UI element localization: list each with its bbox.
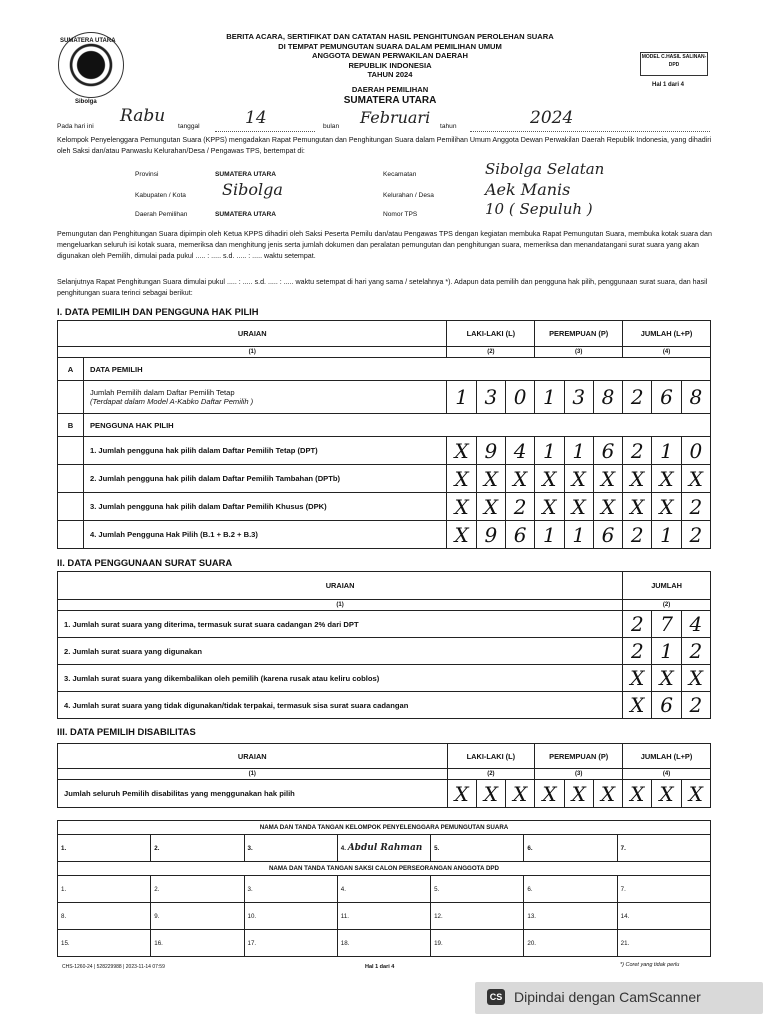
digit-cell: X: [447, 437, 476, 465]
logo-top-text: SUMATERA UTARA: [60, 38, 116, 44]
s3-num-1: (1): [58, 769, 448, 780]
digit-cell: 6: [652, 381, 681, 414]
digit-cell: 9: [476, 437, 505, 465]
s1-a-row-label: [83, 381, 447, 414]
s3-col-laki: LAKI-LAKI (L): [447, 744, 535, 769]
provinsi-label: Provinsi: [135, 171, 159, 178]
document-header: [160, 32, 620, 107]
s3-col-perempuan: PEREMPUAN (P): [535, 744, 623, 769]
s3-num-3: (3): [535, 769, 623, 780]
digit-cell: X: [447, 521, 476, 549]
section1-title: I. DATA PEMILIH DAN PENGGUNA HAK PILIH: [57, 306, 259, 317]
signature-mark: Abdul Rahman: [347, 843, 423, 853]
s2-col-jumlah: JUMLAH: [623, 572, 711, 600]
s1-col-uraian: URAIAN: [58, 321, 447, 347]
digit-cell: X: [506, 465, 535, 493]
saksi-slot: 1.: [58, 876, 151, 903]
saksi-slot: 20.: [524, 930, 617, 957]
digit-cell: 2: [681, 692, 710, 719]
s2-row1-label: 1. Jumlah surat suara yang diterima, termasuk surat suara cadangan 2% dari DPT: [58, 611, 623, 638]
digit-cell: X: [476, 493, 505, 521]
digit-cell: 0: [506, 381, 535, 414]
digit-cell: X: [447, 780, 476, 808]
kelurahan-value: Aek Manis: [485, 180, 571, 199]
s1-num-2: (2): [447, 347, 535, 358]
saksi-slot: 14.: [617, 903, 710, 930]
dapil-label: Daerah Pemilihan: [135, 211, 188, 218]
footer-page: Hal 1 dari 4: [365, 964, 395, 970]
saksi-slot: 18.: [337, 930, 430, 957]
digit-cell: 1: [652, 638, 681, 665]
region-name: SUMATERA UTARA: [343, 94, 437, 106]
digit-cell: X: [623, 465, 652, 493]
digit-cell: 3: [564, 381, 593, 414]
region-label: DAERAH PEMILIHAN: [351, 84, 429, 94]
kpps-slot: 6.: [524, 835, 617, 862]
kpps-title: NAMA DAN TANDA TANGAN KELOMPOK PENYELENGGARA PEMUNGUTAN SUARA: [58, 821, 711, 835]
digit-cell: X: [681, 465, 710, 493]
digit-cell: 4: [506, 437, 535, 465]
kpps-slot: 7.: [617, 835, 710, 862]
digit-cell: 2: [681, 638, 710, 665]
digit-cell: 2: [623, 611, 652, 638]
digit-cell: 8: [593, 381, 622, 414]
digit-cell: X: [535, 493, 564, 521]
digit-cell: 4: [681, 611, 710, 638]
kabupaten-value: Sibolga: [222, 180, 283, 199]
s2-col-uraian: URAIAN: [58, 572, 623, 600]
header-line-5: TAHUN 2024: [367, 70, 413, 80]
digit-cell: X: [623, 692, 652, 719]
s2-row2-label: 2. Jumlah surat suara yang digunakan: [58, 638, 623, 665]
s2-num-2: (2): [623, 600, 711, 611]
saksi-slot: 3.: [244, 876, 337, 903]
s3-num-4: (4): [623, 769, 711, 780]
digit-cell: 2: [681, 521, 710, 549]
logo-bottom-text: Sibolga: [75, 99, 97, 105]
s1-b-label: B: [58, 414, 84, 437]
date-prefix: Pada hari ini: [57, 123, 94, 130]
saksi-slot: 21.: [617, 930, 710, 957]
digit-cell: 8: [681, 381, 710, 414]
date-tanggal-label: tanggal: [178, 123, 200, 130]
digit-cell: 3: [476, 381, 505, 414]
camscanner-icon: CS: [487, 989, 505, 1005]
scanner-text: Dipindai dengan CamScanner: [514, 989, 701, 1005]
kecamatan-value: Sibolga Selatan: [485, 160, 605, 178]
digit-cell: X: [652, 493, 681, 521]
provinsi-value: SUMATERA UTARA: [215, 171, 277, 178]
digit-cell: X: [476, 465, 505, 493]
s1-a-title: DATA PEMILIH: [83, 358, 710, 381]
section2-table: [57, 571, 711, 719]
saksi-slot: 6.: [524, 876, 617, 903]
saksi-slot: 12.: [431, 903, 524, 930]
page-indicator: Hal 1 dari 4: [652, 82, 685, 88]
date-tanggal: 14: [245, 108, 267, 128]
s1-num-4: (4): [623, 347, 711, 358]
saksi-slot: 2.: [151, 876, 244, 903]
s1-b3-label: 3. Jumlah pengguna hak pilih dalam Daftar Pemilih Khusus (DPK): [83, 493, 447, 521]
saksi-slot: 13.: [524, 903, 617, 930]
digit-cell: 6: [593, 437, 622, 465]
digit-cell: X: [564, 493, 593, 521]
s1-b1-label: 1. Jumlah pengguna hak pilih dalam Daftar Pemilih Tetap (DPT): [83, 437, 447, 465]
digit-cell: 2: [506, 493, 535, 521]
kpps-slot: 4. Abdul Rahman: [337, 835, 430, 862]
digit-cell: 1: [652, 521, 681, 549]
digit-cell: X: [564, 465, 593, 493]
digit-cell: 1: [535, 521, 564, 549]
s3-col-uraian: URAIAN: [58, 744, 448, 769]
digit-cell: 6: [652, 692, 681, 719]
digit-cell: 1: [652, 437, 681, 465]
s2-row4-label: 4. Jumlah surat suara yang tidak digunakan/tidak terpakai, termasuk sisa surat suara cadangan: [58, 692, 623, 719]
saksi-slot: 19.: [431, 930, 524, 957]
section1-table: [57, 320, 711, 549]
digit-cell: 6: [506, 521, 535, 549]
tps-value: 10 ( Sepuluh ): [485, 200, 593, 218]
section2-title: II. DATA PENGGUNAAN SURAT SUARA: [57, 557, 233, 568]
s1-b2-label: 2. Jumlah pengguna hak pilih dalam Daftar Pemilih Tambahan (DPTb): [83, 465, 447, 493]
tps-label: Nomor TPS: [383, 211, 418, 218]
s2-row3-label: 3. Jumlah surat suara yang dikembalikan oleh pemilih (karena rusak atau keliru coblos): [58, 665, 623, 692]
kpps-slot: 3.: [244, 835, 337, 862]
digit-cell: X: [681, 665, 710, 692]
header-line-2: DI TEMPAT PEMUNGUTAN SUARA DALAM PEMILIHAN UMUM: [278, 41, 502, 51]
s3-num-2: (2): [447, 769, 535, 780]
section3-title: III. DATA PEMILIH DISABILITAS: [57, 726, 196, 737]
s2-num-1: (1): [58, 600, 623, 611]
digit-cell: 6: [593, 521, 622, 549]
date-day: Rabu: [120, 106, 166, 126]
s1-a-label: A: [58, 358, 84, 381]
digit-cell: 1: [447, 381, 476, 414]
saksi-title: NAMA DAN TANDA TANGAN SAKSI CALON PERSEORANGAN ANGGOTA DPD: [58, 862, 711, 876]
header-line-4: REPUBLIK INDONESIA: [348, 60, 432, 70]
section3-table: [57, 743, 711, 808]
date-bulan: Februari: [360, 108, 431, 127]
digit-cell: X: [681, 780, 710, 808]
model-box: MODEL C.HASIL SALINAN-DPD: [640, 52, 708, 76]
digit-cell: X: [564, 780, 593, 808]
date-bulan-label: bulan: [323, 123, 340, 130]
s1-a-row-line1: Jumlah Pemilih dalam Daftar Pemilih Tetap: [89, 388, 235, 397]
s1-col-jumlah: JUMLAH (L+P): [623, 321, 711, 347]
digit-cell: 2: [681, 493, 710, 521]
digit-cell: 2: [623, 437, 652, 465]
digit-cell: X: [623, 780, 652, 808]
digit-cell: X: [447, 465, 476, 493]
digit-cell: X: [506, 780, 535, 808]
s1-col-perempuan: PEREMPUAN (P): [535, 321, 623, 347]
saksi-slot: 15.: [58, 930, 151, 957]
digit-cell: X: [535, 780, 564, 808]
saksi-slot: 17.: [244, 930, 337, 957]
saksi-slot: 7.: [617, 876, 710, 903]
digit-cell: 1: [564, 521, 593, 549]
kelurahan-label: Kelurahan / Desa: [383, 192, 434, 199]
s1-b-title: PENGGUNA HAK PILIH: [83, 414, 710, 437]
s1-col-laki: LAKI-LAKI (L): [447, 321, 535, 347]
digit-cell: X: [623, 493, 652, 521]
digit-cell: 2: [623, 381, 652, 414]
saksi-slot: 8.: [58, 903, 151, 930]
digit-cell: X: [652, 465, 681, 493]
digit-cell: 2: [623, 638, 652, 665]
dapil-value: SUMATERA UTARA: [215, 211, 277, 218]
s3-row-label: Jumlah seluruh Pemilih disabilitas yang menggunakan hak pilih: [58, 780, 448, 808]
digit-cell: 7: [652, 611, 681, 638]
kpps-slot: 5.: [431, 835, 524, 862]
saksi-slot: 5.: [431, 876, 524, 903]
s1-num-1: (1): [58, 347, 447, 358]
saksi-slot: 10.: [244, 903, 337, 930]
digit-cell: X: [652, 780, 681, 808]
procedure-paragraph: Pemungutan dan Penghitungan Suara dipimpin oleh Ketua KPPS dihadiri oleh Saksi Peserta Pemilu dan/atau Pengawas TPS dengan kegiatan membuka Rapat Pemungutan Suara, membuka kotak suara dan mengeluarkan seluruh isi kotak suara, memeriksa dan menghitung jenis serta jumlah dokumen dan peralatan pemungutan dan penghitungan suara, memeriksa dan menandatangani surat suara yang akan digunakan oleh Pemilih, dimulai pada pukul ..... : ..... s.d. ..... : ..... waktu setempat.: [57, 230, 712, 260]
digit-cell: X: [447, 493, 476, 521]
s1-a-row-line2: (Terdapat dalam Model A-Kabko Daftar Pemilih ): [89, 397, 254, 406]
kpps-slot: 2.: [151, 835, 244, 862]
date-tahun-label: tahun: [440, 123, 457, 130]
kpps-slot: 1.: [58, 835, 151, 862]
digit-cell: X: [623, 665, 652, 692]
kabupaten-label: Kabupaten / Kota: [135, 192, 186, 199]
count-paragraph: Selanjutnya Rapat Penghitungan Suara dimulai pukul ..... : ..... s.d. ..... : ..... waktu setempat di hari yang sama / setelahnya *). Adapun data pemilih dan pengguna hak pilih, penggunaan surat suara, dan hasil penghitungan suara terinci sebagai berikut:: [57, 278, 708, 297]
digit-cell: 1: [564, 437, 593, 465]
saksi-slot: 11.: [337, 903, 430, 930]
digit-cell: 2: [623, 521, 652, 549]
digit-cell: 1: [535, 381, 564, 414]
digit-cell: X: [593, 465, 622, 493]
footer-note: *) Coret yang tidak perlu: [620, 962, 680, 968]
digit-cell: X: [593, 780, 622, 808]
digit-cell: X: [535, 465, 564, 493]
date-tahun: 2024: [530, 108, 574, 128]
s1-num-3: (3): [535, 347, 623, 358]
saksi-slot: 16.: [151, 930, 244, 957]
kecamatan-label: Kecamatan: [383, 171, 417, 178]
digit-cell: 0: [681, 437, 710, 465]
s1-b4-label: 4. Jumlah Pengguna Hak Pilih (B.1 + B.2 + B.3): [83, 521, 447, 549]
digit-cell: 1: [535, 437, 564, 465]
digit-cell: X: [476, 780, 505, 808]
digit-cell: 9: [476, 521, 505, 549]
signature-table: [57, 820, 711, 957]
footer-code: CHS-1260-24 | 528229988 | 2023-11-14 07:59: [62, 964, 165, 970]
digit-cell: X: [652, 665, 681, 692]
header-line-3: ANGGOTA DEWAN PERWAKILAN DAERAH: [312, 51, 468, 61]
digit-cell: X: [593, 493, 622, 521]
intro-paragraph: Kelompok Penyelenggara Pemungutan Suara (KPPS) mengadakan Rapat Pemungutan dan Penghitungan Suara dalam Pemilihan Umum Anggota Dewan Perwakilan Daerah Republik Indonesia, yang dihadiri oleh Saksi dan/atau Panwaslu Kelurahan/Desa / Pengawas TPS, bertempat di:: [57, 136, 712, 155]
saksi-slot: 4.: [337, 876, 430, 903]
header-line-1: BERITA ACARA, SERTIFIKAT DAN CATATAN HASIL PENGHITUNGAN PEROLEHAN SUARA: [226, 32, 554, 41]
s3-col-jumlah: JUMLAH (L+P): [623, 744, 711, 769]
saksi-slot: 9.: [151, 903, 244, 930]
